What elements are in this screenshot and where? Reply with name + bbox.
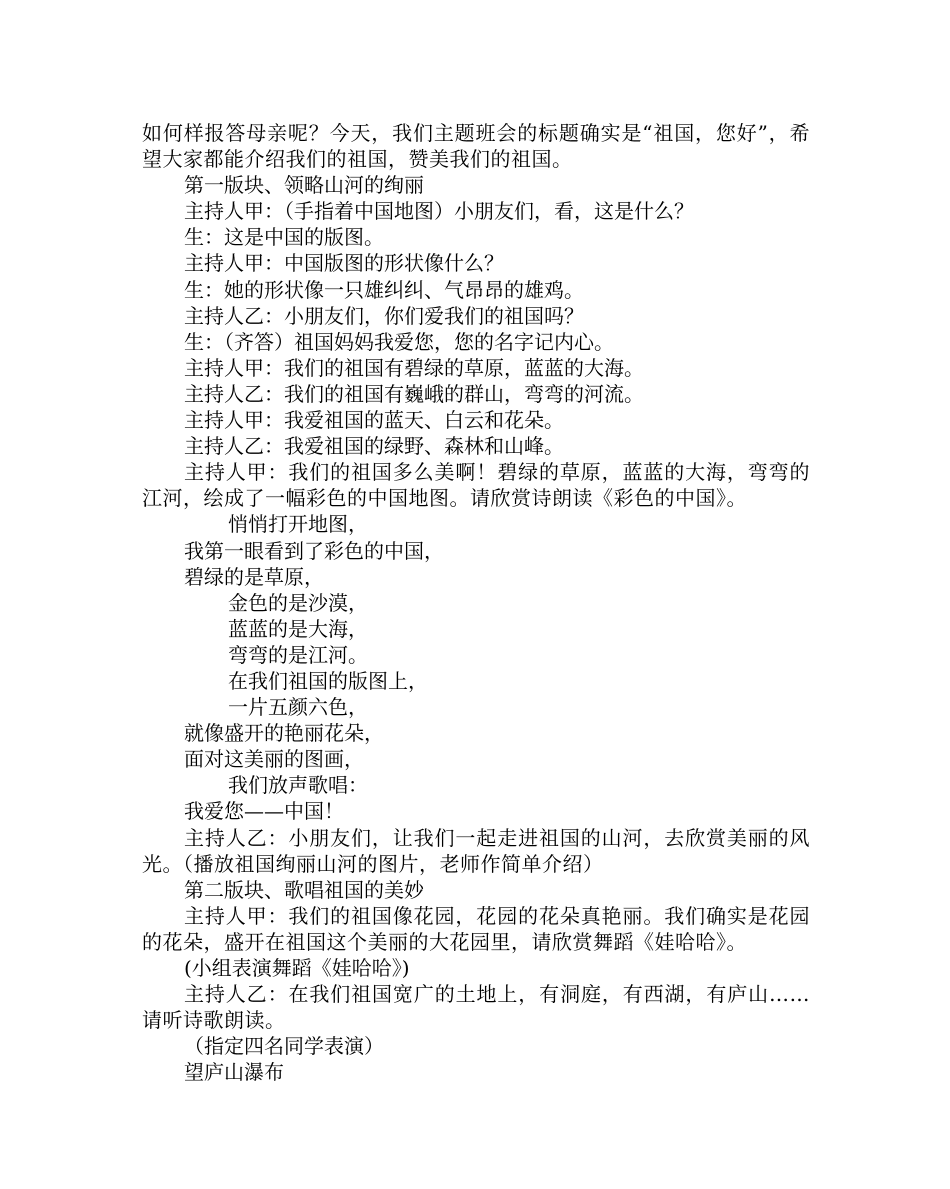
paragraph-intro: 如何样报答母亲呢？今天，我们主题班会的标题确实是“祖国，您好”，希望大家都能介绍我们的祖国，赞美我们的祖国。	[142, 121, 810, 172]
dialogue-line: 生：她的形状像一只雄纠纠、气昂昂的雄鸡。	[184, 277, 584, 302]
section-heading-2: 第二版块、歌唱祖国的美妙	[184, 877, 424, 902]
dialogue-line: 主持人乙：我爱祖国的绿野、森林和山峰。	[184, 434, 564, 459]
dialogue-line: 生：（齐答）祖国妈妈我爱您，您的名字记内心。	[184, 329, 614, 354]
document-page	[142, 120, 810, 1085]
poem-line: 碧绿的是草原，	[184, 564, 324, 589]
section-heading-1: 第一版块、领略山河的绚丽	[184, 173, 424, 198]
poem-line: 一片五颜六色，	[228, 695, 368, 720]
poem-line: 我第一眼看到了彩色的中国，	[184, 538, 444, 563]
stage-direction: （指定四名同学表演）	[184, 1034, 384, 1059]
poem-line: 蓝蓝的是大海，	[228, 616, 368, 641]
poem-line: 悄悄打开地图，	[228, 512, 368, 537]
dialogue-line: 主持人乙：在我们祖国宽广的土地上，有洞庭，有西湖，有庐山……请听诗歌朗读。	[142, 982, 810, 1033]
dialogue-line: 主持人甲：中国版图的形状像什么？	[184, 251, 504, 276]
stage-direction: (小组表演舞蹈《娃哈哈》)	[184, 956, 410, 980]
poem-line: 面对这美丽的图画，	[184, 747, 364, 772]
dialogue-line: 主持人甲：我爱祖国的蓝天、白云和花朵。	[184, 408, 564, 433]
poem-line: 就像盛开的艳丽花朵，	[184, 721, 384, 746]
dialogue-line: 主持人甲：我们的祖国有碧绿的草原，蓝蓝的大海。	[184, 355, 644, 380]
dialogue-line: 主持人甲：（手指着中国地图）小朋友们，看，这是什么？	[184, 199, 694, 224]
dialogue-line: 主持人乙：小朋友们，让我们一起走进祖国的山河，去欣赏美丽的风光。（播放祖国绚丽山河的图片，老师作简单介绍）	[142, 825, 810, 876]
dialogue-line: 主持人乙：我们的祖国有巍峨的群山，弯弯的河流。	[184, 381, 644, 406]
poem-line: 金色的是沙漠，	[228, 590, 368, 615]
poem-line: 弯弯的是江河。	[228, 642, 368, 667]
dialogue-line: 主持人乙：小朋友们，你们爱我们的祖国吗？	[184, 303, 584, 328]
poem-line: 我爱您——中国！	[184, 799, 344, 824]
poem-line: 我们放声歌唱：	[228, 773, 368, 798]
poem-line: 在我们祖国的版图上，	[228, 668, 428, 693]
dialogue-line: 生：这是中国的版图。	[184, 225, 384, 250]
poem-title: 望庐山瀑布	[184, 1060, 284, 1085]
dialogue-line: 主持人甲：我们的祖国多么美啊！碧绿的草原，蓝蓝的大海，弯弯的江河，绘成了一幅彩色的中国地图。请欣赏诗朗读《彩色的中国》。	[142, 460, 810, 511]
dialogue-line: 主持人甲：我们的祖国像花园，花园的花朵真艳丽。我们确实是花园的花朵，盛开在祖国这个美丽的大花园里，请欣赏舞蹈《娃哈哈》。	[142, 903, 810, 954]
